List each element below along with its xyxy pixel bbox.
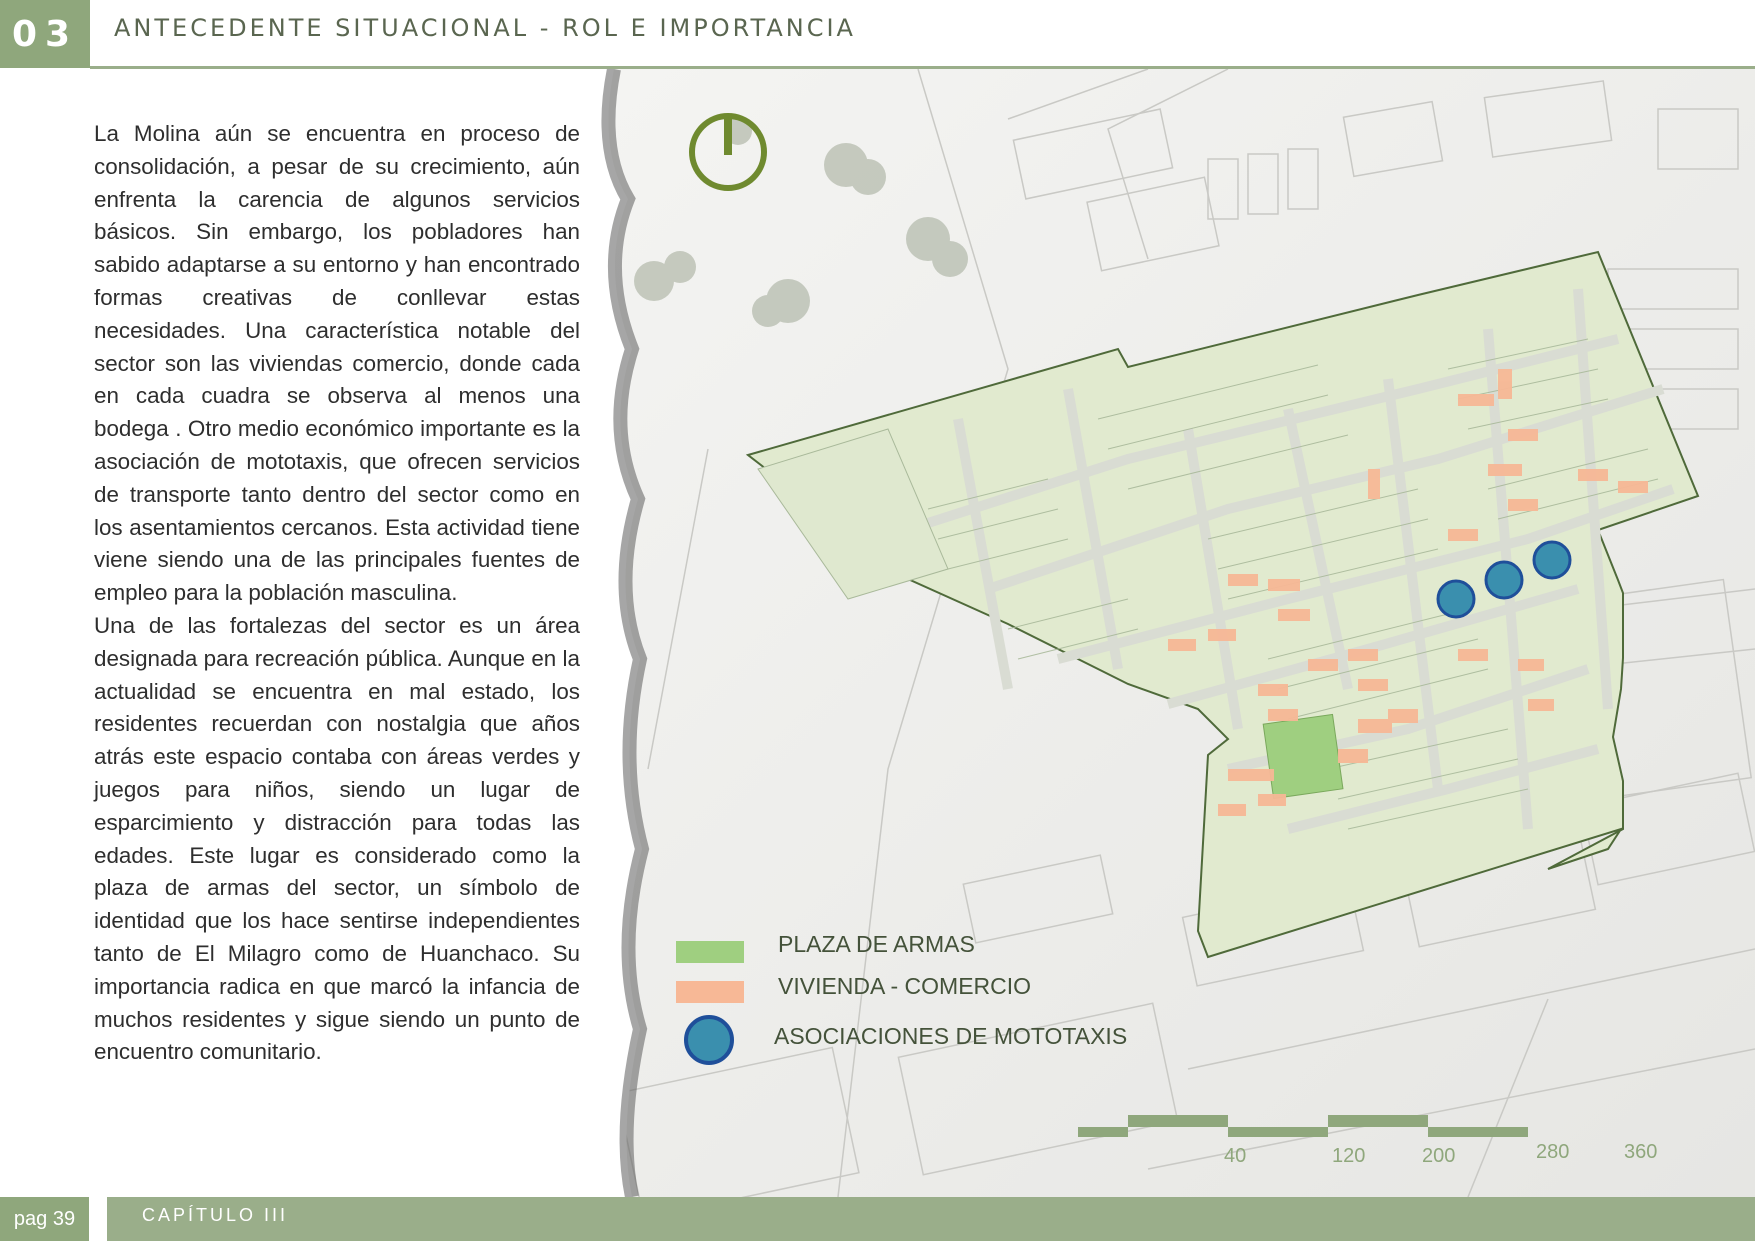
scale-label: 120 xyxy=(1332,1145,1366,1167)
chapter-label: CAPÍTULO III xyxy=(142,1205,289,1225)
mototaxi-marker xyxy=(1534,542,1570,578)
paragraph-1: La Molina aún se encuentra en proceso de consolidación, a pesar de su crecimiento, aún enfrenta la carencia de algunos servicios básicos. Sin embargo, los pobladores han sabido adaptarse a su entorno y han encontrado formas creativas de conllevar estas necesidades. Una característica notable del sector son las viviendas comercio, donde cada en cada cuadra se observa al menos una bodega . Otro medio económico importante es la asociación de mototaxis, que ofrecen servicios de transporte tanto dentro del sector como en los asentamientos cercanos. Esta actividad tiene viene siendo una de las principales fuentes de empleo para la población masculina. xyxy=(94,121,580,606)
section-number: 03 xyxy=(0,0,90,68)
site-map xyxy=(588,69,1755,1197)
page-title: ANTECEDENTE SITUACIONAL - ROL E IMPORTANCIA xyxy=(114,14,856,42)
legend-swatch-plaza xyxy=(676,941,744,963)
legend-symbol-mototaxi xyxy=(684,1015,734,1065)
paragraph-2: Una de las fortalezas del sector es un área designada para recreación pública. Aunque en la actualidad se encuentra en mal estado, los residentes recuerdan con nostalgia que años atrás este espacio contaba con áreas verdes y juegos para niños, siendo un lugar de esparcimiento y distracción para todas las edades. Este lugar es considerado como la plaza de armas del sector, un símbolo de identidad que los hace sentirse independientes tanto de El Milagro como de Huanchaco. Su importancia radica en que marcó la infancia de muchos residentes y sigue siendo un punto de encuentro comunitario. xyxy=(94,612,580,1065)
footer-bar xyxy=(107,1197,1755,1241)
scale-label: 280 xyxy=(1536,1141,1570,1163)
scale-label: 40 xyxy=(1224,1145,1247,1167)
mototaxi-marker xyxy=(1438,581,1474,617)
scale-label: 360 xyxy=(1624,1141,1658,1163)
mototaxi-marker xyxy=(1486,562,1522,598)
page-number: pag 39 xyxy=(0,1197,89,1241)
legend-swatch-vivienda xyxy=(676,981,744,1003)
description-text xyxy=(94,118,580,1069)
legend-label-plaza: PLAZA DE ARMAS xyxy=(778,931,975,957)
scale-label: 200 xyxy=(1422,1145,1456,1167)
plaza-de-armas xyxy=(1263,714,1343,798)
map-canvas xyxy=(588,69,1755,1197)
legend-label-mototaxi: ASOCIACIONES DE MOTOTAXIS xyxy=(774,1023,1128,1049)
legend-label-vivienda: VIVIENDA - COMERCIO xyxy=(778,973,1032,999)
